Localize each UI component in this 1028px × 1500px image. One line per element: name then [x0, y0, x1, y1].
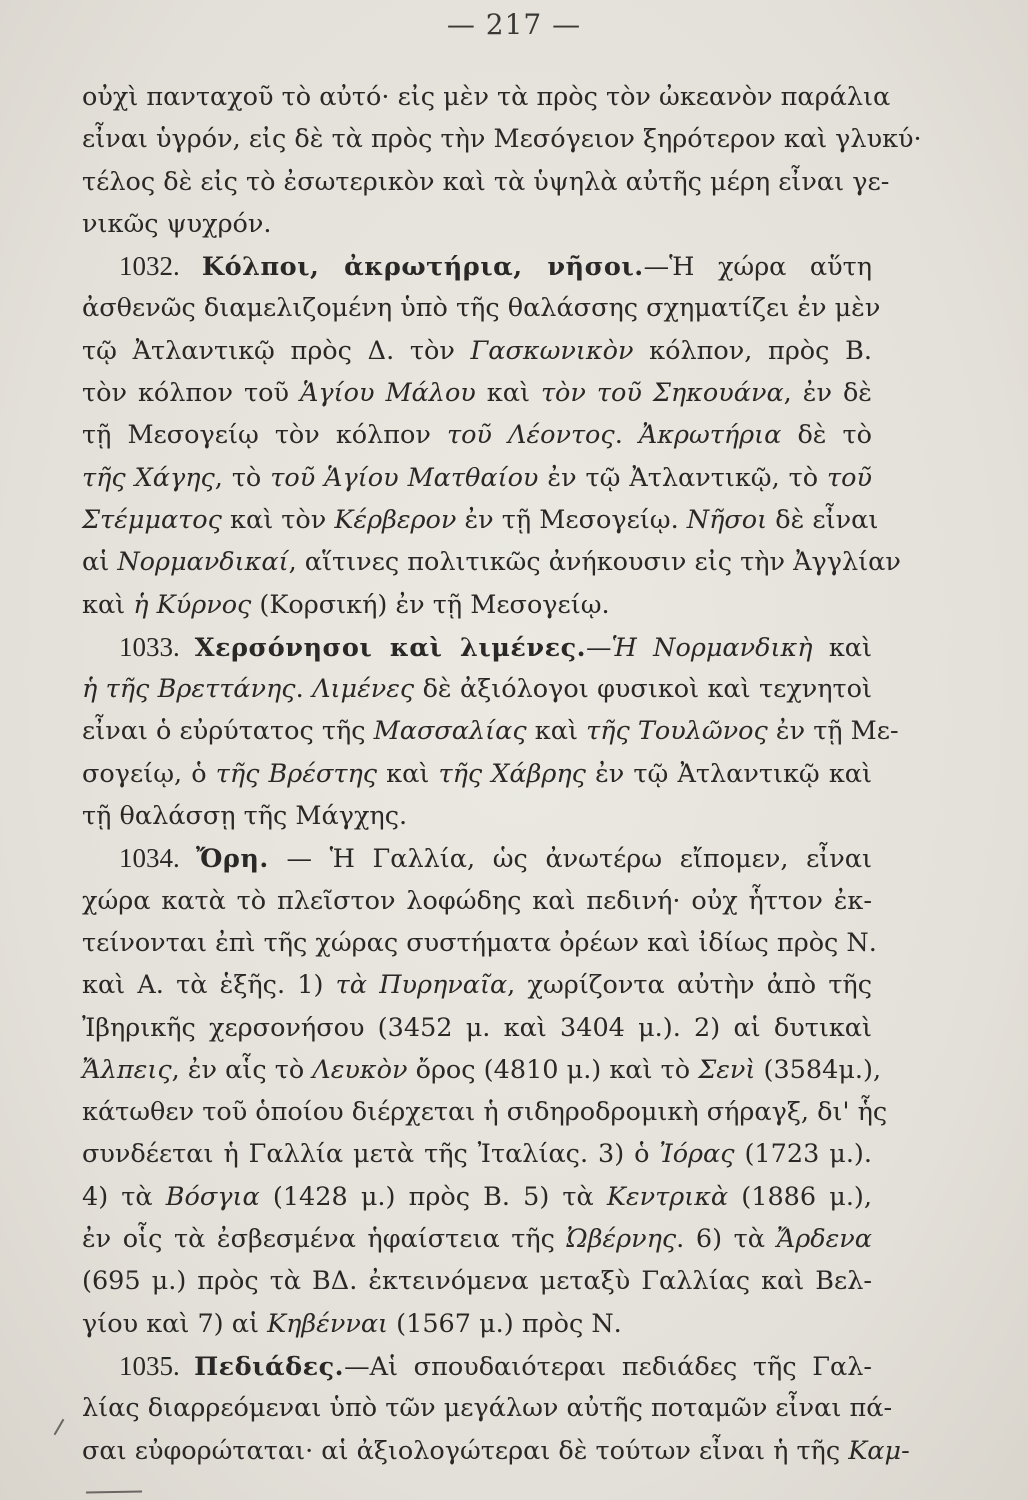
text-line [82, 499, 879, 541]
text-segment: (1723 μ.). [734, 1139, 872, 1170]
text-segment: ἐν τῷ Ἀτλαντικῷ, τὸ [538, 462, 828, 493]
text-segment: εἶναι ὁ εὐρύτατος τῆς [82, 716, 374, 747]
text-line [82, 1303, 872, 1345]
text-line [82, 1007, 872, 1049]
text-segment: Γασκωνικὸν [470, 335, 634, 366]
text-line [82, 880, 872, 922]
section-number: 1034. [119, 843, 197, 874]
text-segment: συνδέεται ἡ Γαλλία μετὰ τῆς Ἰταλίας. 3) ὁ [82, 1139, 660, 1170]
text-segment: Ἰβηρικῆς χερσονήσου (3452 μ. καὶ 3404 μ.). 2) αἱ δυτικαὶ [82, 1012, 872, 1043]
text-segment: (1886 μ.), [728, 1181, 872, 1212]
text-segment: Κηβένναι [267, 1308, 389, 1339]
text-segment: Καμ- [848, 1435, 910, 1466]
section-number: 1033. [119, 631, 195, 662]
text-segment: Ἄρδενα [776, 1224, 872, 1255]
text-segment: τῆς Χάγης [82, 462, 215, 493]
text-segment: τὸν τοῦ Σηκουάνα [540, 378, 784, 409]
text-segment: Ὠβέρνης [566, 1224, 677, 1255]
text-segment: , ἐν αἷς τὸ [171, 1054, 313, 1085]
text-segment: τοῦ Ἁγίου Ματθαίου [270, 462, 539, 493]
text-segment: , ἐν δὲ [783, 378, 872, 409]
text-line [82, 710, 899, 752]
text-segment: Κέρβερον [334, 504, 457, 535]
text-segment: λίας διαρρεόμεναι ὑπὸ τῶν μεγάλων αὐτῆς ποταμῶν εἶναι πά- [82, 1393, 893, 1424]
text-segment: καὶ [377, 758, 439, 789]
body-text [82, 76, 922, 1472]
text-line [82, 1345, 872, 1387]
text-segment: ἐν τῇ Μεσογείῳ. [456, 504, 687, 535]
text-segment: τοῦ Λέοντος [446, 420, 615, 451]
text-segment: δὲ ἀξιόλογοι φυσικοὶ καὶ τεχνητοὶ [414, 674, 873, 705]
text-segment: ἐν τῇ Με- [767, 716, 899, 747]
text-segment: ὄρος (4810 μ.) καὶ τὸ [407, 1054, 699, 1085]
text-segment: τείνονται ἐπὶ τῆς χώρας συστήματα ὀρέων καὶ ἰδίως πρὸς Ν. [82, 927, 877, 958]
text-segment: . [295, 674, 313, 705]
page-number: — 217 — [446, 8, 582, 41]
text-line [82, 1176, 872, 1218]
text-segment: γίου καὶ 7) αἱ [82, 1308, 268, 1339]
text-segment: καὶ Α. τὰ ἑξῆς. 1) [82, 970, 336, 1001]
text-segment: τῆς Τουλῶνος [586, 716, 768, 747]
text-line [82, 837, 872, 879]
text-segment: σογείῳ, ὁ [82, 758, 216, 789]
text-segment: Λευκὸν [312, 1054, 408, 1085]
text-segment: ἐν οἷς τὰ ἐσβεσμένα ἡφαίστεια τῆς [82, 1224, 567, 1255]
text-segment: εἶναι ὑγρόν, εἰς δὲ τὰ πρὸς τὴν Μεσόγειον ξηρότερον καὶ γλυκύ· [82, 124, 922, 155]
text-segment: —Αἱ σπουδαιότεραι πεδιάδες τῆς Γαλ- [344, 1351, 872, 1382]
text-segment: τῇ Μεσογείῳ τὸν κόλπον [82, 420, 447, 451]
text-segment: ἐν τῷ Ἀτλαντικῷ καὶ [585, 758, 872, 789]
text-segment: — Ἡ Γαλλία, ὡς ἀνωτέρω εἴπομεν, εἶναι [268, 844, 873, 875]
text-line [82, 1133, 872, 1175]
text-line [82, 372, 872, 414]
text-segment: κόλπον, πρὸς Β. [633, 335, 872, 366]
text-segment: ἡ τῆς Βρεττάνης [82, 674, 296, 705]
text-segment: τῆς Χάβρης [438, 758, 586, 789]
text-line [82, 414, 872, 456]
text-segment: — [586, 632, 612, 663]
text-segment: Μασσαλίας [373, 716, 527, 747]
text-segment: αἱ [82, 547, 118, 578]
text-line [82, 1218, 872, 1260]
text-line [82, 118, 922, 160]
text-line [82, 287, 881, 329]
text-segment: Βόσγια [165, 1181, 260, 1212]
text-segment: χώρα κατὰ τὸ πλεῖστον λοφώδης καὶ πεδινή· οὐχ ἧττον ἐκ- [82, 885, 872, 916]
section-number: 1035. [119, 1350, 195, 1381]
text-segment: —Ἡ χώρα αὕτη [643, 252, 873, 283]
text-segment: ἀσθενῶς διαμελιζομένη ὑπὸ τῆς θαλάσσης σχηματίζει ἐν μὲν [82, 293, 881, 324]
section-number: 1032. [119, 251, 202, 282]
text-line [82, 203, 872, 245]
text-segment: καὶ [812, 632, 872, 663]
text-segment: Ἀκρωτήρια [638, 420, 782, 451]
text-segment: Κεντρικὰ [606, 1181, 729, 1212]
pencil-stroke [54, 1419, 65, 1436]
text-segment: Λιμένες [312, 674, 415, 705]
text-segment: , τὸ [214, 462, 271, 493]
text-line [82, 668, 872, 710]
text-segment: , χωρίζοντα αὐτὴν ἀπὸ τῆς [507, 970, 872, 1001]
text-segment: . [614, 420, 639, 451]
text-segment: καὶ [475, 378, 541, 409]
text-segment: τὸν κόλπον τοῦ [82, 378, 300, 409]
text-line [82, 626, 872, 668]
text-segment: ἡ Κύρνος [133, 589, 252, 620]
section-heading: Κόλποι, ἀκρωτήρια, νῆσοι. [201, 252, 644, 283]
text-segment: 4) τὰ [82, 1181, 166, 1212]
text-segment: (1567 μ.) πρὸς Ν. [388, 1308, 622, 1339]
text-segment: (3584μ.), [755, 1054, 882, 1085]
text-segment: καὶ τὸν [221, 504, 335, 535]
text-line [82, 330, 872, 372]
text-line [82, 1387, 893, 1429]
text-segment: τὰ Πυρηναῖα [335, 970, 508, 1001]
text-segment: τέλος δὲ εἰς τὸ ἐσωτερικὸν καὶ τὰ ὑψηλὰ αὐτῆς μέρη εἶναι γε- [82, 166, 890, 197]
text-line [82, 76, 891, 118]
text-segment: Ἄλπεις [82, 1054, 172, 1085]
text-segment: Σενὶ [698, 1054, 756, 1085]
text-segment: τῷ Ἀτλαντικῷ πρὸς Δ. τὸν [82, 335, 471, 366]
text-segment: σαι εὐφορώταται· αἱ ἀξιολογώτεραι δὲ τούτων εἶναι ἡ τῆς [82, 1435, 849, 1466]
text-segment: , αἵτινες πολιτικῶς ἀνήκουσιν εἰς τὴν Ἀγγλίαν [288, 547, 901, 578]
text-line [82, 457, 872, 499]
text-line [82, 1049, 882, 1091]
text-segment: τῇ θαλάσσῃ τῆς Μάγχης. [82, 801, 408, 832]
text-line [82, 795, 872, 837]
text-segment: δὲ εἶναι [767, 504, 879, 535]
text-line [82, 245, 872, 287]
text-segment: (Κορσική) ἐν τῇ Μεσογείῳ. [251, 589, 610, 620]
text-segment: τῆς Βρέστης [215, 758, 378, 789]
text-line [82, 964, 872, 1006]
text-line [82, 753, 872, 795]
text-segment: Νῆσοι [686, 504, 768, 535]
text-line [82, 1091, 888, 1133]
text-segment: Νορμανδικαί [117, 547, 289, 578]
text-line [82, 1260, 872, 1302]
text-segment: οὐχὶ πανταχοῦ τὸ αὐτό· εἰς μὲν τὰ πρὸς τὸν ὠκεανὸν παράλια [82, 82, 891, 112]
text-line [82, 541, 901, 583]
text-segment: κάτωθεν τοῦ ὁποίου διέρχεται ἡ σιδηροδρομικὴ σήραγξ, δι' ἧς [82, 1097, 888, 1128]
text-segment: Στέμματος [82, 504, 222, 535]
text-segment: (695 μ.) πρὸς τὰ ΒΔ. ἐκτεινόμενα μεταξὺ Γαλλίας καὶ Βελ- [82, 1266, 872, 1297]
text-segment: Ἡ Νορμανδικὴ [611, 632, 813, 663]
text-line [82, 922, 877, 964]
text-segment: Ἁγίου Μάλου [299, 378, 476, 409]
text-line [82, 1430, 910, 1472]
text-segment: καὶ [526, 716, 587, 747]
text-segment: καὶ [82, 589, 134, 620]
text-segment: Ἰόρας [659, 1139, 735, 1170]
text-segment: . 6) τὰ [676, 1224, 777, 1255]
text-line [82, 584, 872, 626]
text-segment: τοῦ [827, 462, 873, 493]
pencil-mark [86, 1491, 142, 1494]
text-segment: νικῶς ψυχρόν. [82, 208, 272, 239]
text-segment: (1428 μ.) πρὸς Β. 5) τὰ [259, 1181, 607, 1212]
section-heading: Πεδιάδες. [194, 1351, 345, 1382]
text-line [82, 161, 890, 203]
section-heading: Χερσόνησοι καὶ λιμένες. [194, 632, 587, 663]
section-heading: Ὄρη. [196, 844, 269, 875]
text-segment: δὲ τὸ [781, 420, 872, 451]
